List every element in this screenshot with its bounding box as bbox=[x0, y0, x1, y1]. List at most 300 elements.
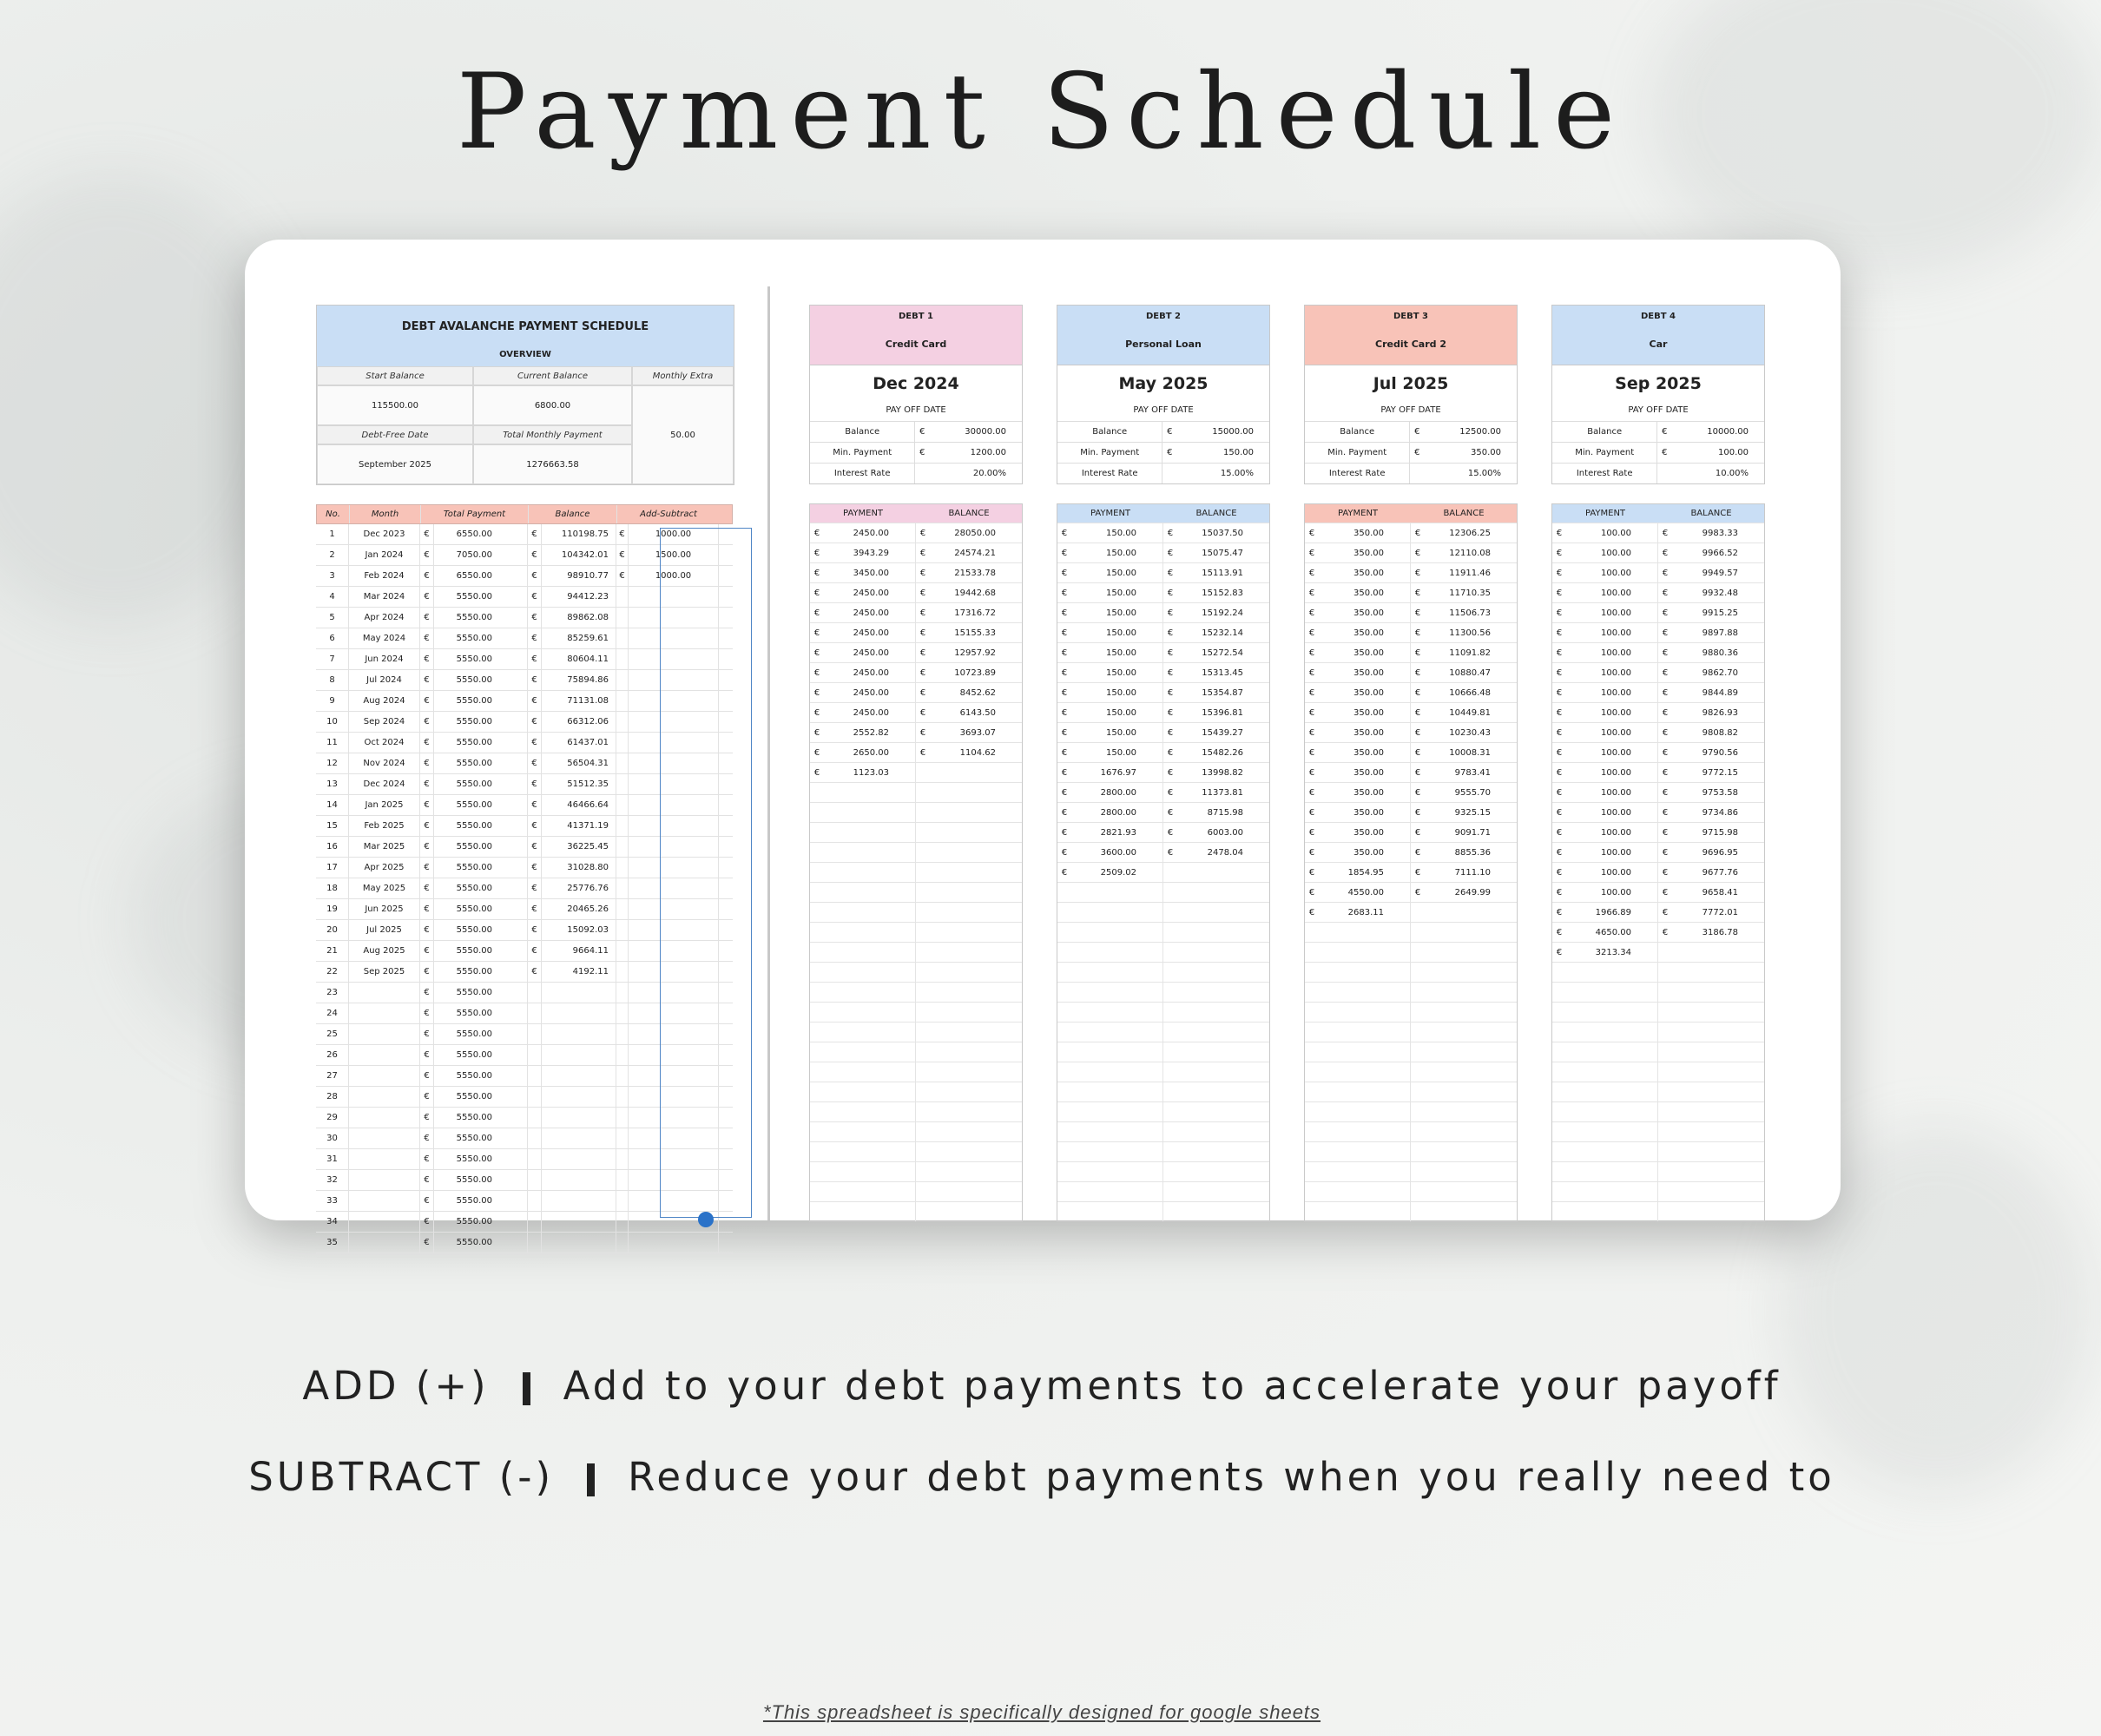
month-cell[interactable] bbox=[349, 1024, 420, 1044]
balance-cell[interactable]: 75894.86 bbox=[542, 670, 616, 690]
payment-cell[interactable] bbox=[1552, 563, 1658, 582]
month-cell[interactable]: May 2025 bbox=[349, 878, 420, 898]
payment-cell[interactable] bbox=[1305, 583, 1411, 602]
balance-cell[interactable] bbox=[1163, 963, 1269, 982]
balance-cell[interactable] bbox=[916, 583, 1022, 602]
balance-cell[interactable] bbox=[1411, 903, 1517, 922]
payment-cell[interactable] bbox=[1305, 923, 1411, 942]
payment-cell[interactable] bbox=[1057, 843, 1163, 862]
debt-name[interactable]: Personal Loan bbox=[1125, 339, 1202, 350]
balance-cell[interactable] bbox=[1163, 1182, 1269, 1201]
balance-value[interactable]: 12500.00 bbox=[1459, 427, 1501, 437]
payment-cell[interactable] bbox=[1057, 983, 1163, 1002]
payment-cell[interactable] bbox=[1057, 743, 1163, 762]
add-subtract-input[interactable] bbox=[629, 920, 719, 940]
balance-cell[interactable] bbox=[1163, 1042, 1269, 1062]
month-cell[interactable] bbox=[349, 1233, 420, 1253]
month-cell[interactable]: Jan 2024 bbox=[349, 545, 420, 565]
balance-cell[interactable] bbox=[916, 1062, 1022, 1082]
payment-cell[interactable] bbox=[810, 603, 916, 622]
add-subtract-input[interactable] bbox=[629, 878, 719, 898]
payment-cell[interactable] bbox=[1552, 603, 1658, 622]
add-subtract-input[interactable] bbox=[629, 774, 719, 794]
month-cell[interactable] bbox=[349, 1149, 420, 1169]
payment-cell[interactable] bbox=[1552, 1182, 1658, 1201]
balance-cell[interactable] bbox=[916, 923, 1022, 942]
balance-cell[interactable] bbox=[916, 943, 1022, 962]
balance-cell[interactable] bbox=[916, 1042, 1022, 1062]
balance-cell[interactable] bbox=[1658, 823, 1764, 842]
payment-cell[interactable] bbox=[1552, 1003, 1658, 1022]
month-cell[interactable] bbox=[349, 983, 420, 1003]
payment-cell[interactable] bbox=[810, 563, 916, 582]
payment-cell[interactable] bbox=[1552, 863, 1658, 882]
balance-cell[interactable] bbox=[542, 1003, 616, 1023]
balance-cell[interactable]: 31028.80 bbox=[542, 858, 616, 878]
balance-cell[interactable]: 61437.01 bbox=[542, 733, 616, 753]
balance-cell[interactable] bbox=[1658, 1042, 1764, 1062]
payment-cell[interactable] bbox=[1305, 623, 1411, 642]
total-monthly-payment-value[interactable]: 1276663.58 bbox=[473, 444, 632, 484]
payment-cell[interactable] bbox=[1305, 1023, 1411, 1042]
balance-cell[interactable]: 36225.45 bbox=[542, 837, 616, 857]
balance-cell[interactable] bbox=[916, 543, 1022, 562]
interest-rate-value[interactable]: 15.00% bbox=[1467, 469, 1501, 478]
balance-cell[interactable] bbox=[916, 823, 1022, 842]
add-subtract-input[interactable]: 1000.00 bbox=[629, 566, 719, 586]
balance-cell[interactable] bbox=[916, 763, 1022, 782]
month-cell[interactable]: Sep 2025 bbox=[349, 962, 420, 982]
balance-cell[interactable] bbox=[916, 523, 1022, 542]
payment-cell[interactable] bbox=[810, 1082, 916, 1101]
payment-cell[interactable] bbox=[1057, 1182, 1163, 1201]
balance-cell[interactable] bbox=[916, 1003, 1022, 1022]
balance-cell[interactable]: 9664.11 bbox=[542, 941, 616, 961]
add-subtract-input[interactable] bbox=[629, 649, 719, 669]
payment-cell[interactable] bbox=[1552, 1202, 1658, 1221]
payment-cell[interactable] bbox=[810, 823, 916, 842]
balance-cell[interactable] bbox=[1411, 723, 1517, 742]
balance-cell[interactable] bbox=[1658, 563, 1764, 582]
balance-cell[interactable] bbox=[1163, 703, 1269, 722]
balance-cell[interactable] bbox=[1658, 783, 1764, 802]
payment-cell[interactable] bbox=[1552, 983, 1658, 1002]
balance-cell[interactable] bbox=[1658, 963, 1764, 982]
balance-cell[interactable] bbox=[1163, 1122, 1269, 1141]
total-payment-cell[interactable]: 5550.00 bbox=[434, 983, 528, 1003]
total-payment-cell[interactable]: 5550.00 bbox=[434, 899, 528, 919]
payment-cell[interactable] bbox=[1057, 603, 1163, 622]
balance-cell[interactable] bbox=[1163, 1162, 1269, 1181]
balance-cell[interactable] bbox=[1163, 1142, 1269, 1161]
payment-cell[interactable] bbox=[1305, 1142, 1411, 1161]
add-subtract-input[interactable] bbox=[629, 1233, 719, 1253]
payment-cell[interactable] bbox=[1057, 583, 1163, 602]
balance-cell[interactable] bbox=[916, 703, 1022, 722]
add-subtract-input[interactable] bbox=[629, 691, 719, 711]
payment-cell[interactable] bbox=[1552, 803, 1658, 822]
payment-cell[interactable] bbox=[1552, 823, 1658, 842]
payment-cell[interactable] bbox=[1552, 923, 1658, 942]
payment-cell[interactable] bbox=[1057, 723, 1163, 742]
balance-cell[interactable] bbox=[1163, 683, 1269, 702]
payment-cell[interactable] bbox=[1057, 1122, 1163, 1141]
balance-cell[interactable] bbox=[1411, 763, 1517, 782]
month-cell[interactable]: Jan 2025 bbox=[349, 795, 420, 815]
total-payment-cell[interactable]: 6550.00 bbox=[434, 524, 528, 544]
balance-cell[interactable] bbox=[916, 1023, 1022, 1042]
payment-cell[interactable] bbox=[810, 903, 916, 922]
balance-cell[interactable] bbox=[1658, 1003, 1764, 1022]
month-cell[interactable]: Oct 2024 bbox=[349, 733, 420, 753]
balance-cell[interactable] bbox=[916, 663, 1022, 682]
balance-cell[interactable] bbox=[1658, 903, 1764, 922]
payment-cell[interactable] bbox=[1305, 603, 1411, 622]
balance-cell[interactable] bbox=[916, 963, 1022, 982]
balance-cell[interactable] bbox=[1163, 523, 1269, 542]
payment-cell[interactable] bbox=[1552, 1142, 1658, 1161]
balance-cell[interactable] bbox=[1411, 923, 1517, 942]
balance-cell[interactable] bbox=[542, 1108, 616, 1128]
payment-cell[interactable] bbox=[1552, 643, 1658, 662]
balance-cell[interactable] bbox=[542, 1128, 616, 1148]
total-payment-cell[interactable]: 5550.00 bbox=[434, 795, 528, 815]
month-cell[interactable]: Dec 2024 bbox=[349, 774, 420, 794]
payment-cell[interactable] bbox=[1057, 1142, 1163, 1161]
total-payment-cell[interactable]: 5550.00 bbox=[434, 1191, 528, 1211]
balance-cell[interactable] bbox=[1411, 623, 1517, 642]
balance-cell[interactable]: 46466.64 bbox=[542, 795, 616, 815]
balance-cell[interactable] bbox=[1658, 743, 1764, 762]
payment-cell[interactable] bbox=[1057, 703, 1163, 722]
payment-cell[interactable] bbox=[810, 1122, 916, 1141]
payment-cell[interactable] bbox=[810, 1023, 916, 1042]
payment-cell[interactable] bbox=[810, 843, 916, 862]
balance-cell[interactable]: 66312.06 bbox=[542, 712, 616, 732]
balance-cell[interactable] bbox=[1163, 763, 1269, 782]
balance-cell[interactable] bbox=[1658, 843, 1764, 862]
balance-cell[interactable] bbox=[542, 983, 616, 1003]
payment-cell[interactable] bbox=[810, 1003, 916, 1022]
payment-cell[interactable] bbox=[810, 883, 916, 902]
payment-cell[interactable] bbox=[1305, 743, 1411, 762]
payment-cell[interactable] bbox=[1305, 543, 1411, 562]
add-subtract-input[interactable] bbox=[629, 816, 719, 836]
payment-cell[interactable] bbox=[1057, 903, 1163, 922]
balance-cell[interactable] bbox=[916, 883, 1022, 902]
payment-cell[interactable] bbox=[1305, 863, 1411, 882]
payment-cell[interactable] bbox=[810, 863, 916, 882]
payment-cell[interactable] bbox=[1057, 643, 1163, 662]
payment-cell[interactable] bbox=[1552, 1102, 1658, 1121]
balance-cell[interactable] bbox=[916, 783, 1022, 802]
balance-cell[interactable] bbox=[1658, 643, 1764, 662]
month-cell[interactable] bbox=[349, 1170, 420, 1190]
add-subtract-input[interactable] bbox=[629, 1191, 719, 1211]
month-cell[interactable]: Jun 2024 bbox=[349, 649, 420, 669]
month-cell[interactable]: Apr 2024 bbox=[349, 608, 420, 628]
total-payment-cell[interactable]: 5550.00 bbox=[434, 878, 528, 898]
balance-cell[interactable] bbox=[1163, 783, 1269, 802]
balance-cell[interactable] bbox=[1411, 1102, 1517, 1121]
total-payment-cell[interactable]: 5550.00 bbox=[434, 1128, 528, 1148]
total-payment-cell[interactable]: 5550.00 bbox=[434, 962, 528, 982]
payment-cell[interactable] bbox=[1057, 1003, 1163, 1022]
add-subtract-input[interactable] bbox=[629, 962, 719, 982]
month-cell[interactable]: Mar 2024 bbox=[349, 587, 420, 607]
total-payment-cell[interactable]: 7050.00 bbox=[434, 545, 528, 565]
balance-cell[interactable] bbox=[1658, 683, 1764, 702]
balance-cell[interactable] bbox=[1411, 963, 1517, 982]
payment-cell[interactable] bbox=[1305, 763, 1411, 782]
payment-cell[interactable] bbox=[810, 583, 916, 602]
balance-cell[interactable]: 4192.11 bbox=[542, 962, 616, 982]
payment-cell[interactable] bbox=[1305, 523, 1411, 542]
balance-cell[interactable] bbox=[1163, 603, 1269, 622]
add-subtract-input[interactable] bbox=[629, 837, 719, 857]
balance-cell[interactable] bbox=[916, 903, 1022, 922]
balance-cell[interactable] bbox=[1411, 1162, 1517, 1181]
balance-cell[interactable] bbox=[1163, 543, 1269, 562]
current-balance-value[interactable]: 6800.00 bbox=[473, 385, 632, 425]
payment-cell[interactable] bbox=[1305, 943, 1411, 962]
payment-cell[interactable] bbox=[1305, 1162, 1411, 1181]
balance-cell[interactable]: 80604.11 bbox=[542, 649, 616, 669]
balance-cell[interactable] bbox=[916, 863, 1022, 882]
month-cell[interactable]: Jul 2025 bbox=[349, 920, 420, 940]
add-subtract-input[interactable] bbox=[629, 941, 719, 961]
payment-cell[interactable] bbox=[1057, 803, 1163, 822]
payment-cell[interactable] bbox=[1057, 783, 1163, 802]
add-subtract-input[interactable] bbox=[629, 733, 719, 753]
balance-cell[interactable] bbox=[1411, 883, 1517, 902]
add-subtract-input[interactable]: 1500.00 bbox=[629, 545, 719, 565]
balance-cell[interactable] bbox=[1411, 843, 1517, 862]
add-subtract-input[interactable] bbox=[629, 899, 719, 919]
payment-cell[interactable] bbox=[810, 1102, 916, 1121]
payment-cell[interactable] bbox=[810, 523, 916, 542]
balance-cell[interactable] bbox=[542, 1024, 616, 1044]
total-payment-cell[interactable]: 5550.00 bbox=[434, 1212, 528, 1232]
month-cell[interactable]: Aug 2025 bbox=[349, 941, 420, 961]
balance-cell[interactable] bbox=[1411, 1023, 1517, 1042]
total-payment-cell[interactable]: 5550.00 bbox=[434, 774, 528, 794]
add-subtract-input[interactable] bbox=[629, 983, 719, 1003]
balance-cell[interactable] bbox=[1411, 1122, 1517, 1141]
add-subtract-input[interactable] bbox=[629, 1149, 719, 1169]
total-payment-cell[interactable]: 5550.00 bbox=[434, 628, 528, 648]
payment-cell[interactable] bbox=[1057, 763, 1163, 782]
add-subtract-input[interactable] bbox=[629, 795, 719, 815]
payment-cell[interactable] bbox=[1057, 523, 1163, 542]
debt-name[interactable]: Credit Card 2 bbox=[1375, 339, 1446, 350]
balance-cell[interactable] bbox=[1658, 723, 1764, 742]
month-cell[interactable] bbox=[349, 1128, 420, 1148]
balance-cell[interactable] bbox=[916, 983, 1022, 1002]
total-payment-cell[interactable]: 5550.00 bbox=[434, 1170, 528, 1190]
payment-cell[interactable] bbox=[1305, 1182, 1411, 1201]
start-balance-value[interactable]: 115500.00 bbox=[317, 385, 473, 425]
balance-cell[interactable]: 20465.26 bbox=[542, 899, 616, 919]
balance-cell[interactable] bbox=[542, 1087, 616, 1107]
total-payment-cell[interactable]: 5550.00 bbox=[434, 587, 528, 607]
balance-cell[interactable] bbox=[1411, 783, 1517, 802]
month-cell[interactable]: Mar 2025 bbox=[349, 837, 420, 857]
balance-cell[interactable] bbox=[1658, 1142, 1764, 1161]
payment-cell[interactable] bbox=[1305, 803, 1411, 822]
payment-cell[interactable] bbox=[810, 783, 916, 802]
payment-cell[interactable] bbox=[1057, 1162, 1163, 1181]
payment-cell[interactable] bbox=[810, 1182, 916, 1201]
balance-cell[interactable] bbox=[1411, 543, 1517, 562]
payment-cell[interactable] bbox=[1305, 703, 1411, 722]
payment-cell[interactable] bbox=[1552, 783, 1658, 802]
total-payment-cell[interactable]: 5550.00 bbox=[434, 1003, 528, 1023]
balance-cell[interactable] bbox=[1658, 883, 1764, 902]
month-cell[interactable]: Aug 2024 bbox=[349, 691, 420, 711]
min-payment-value[interactable]: 100.00 bbox=[1718, 448, 1749, 457]
payment-cell[interactable] bbox=[1057, 1202, 1163, 1221]
balance-cell[interactable] bbox=[1411, 1182, 1517, 1201]
payment-cell[interactable] bbox=[1057, 963, 1163, 982]
balance-value[interactable]: 30000.00 bbox=[965, 427, 1006, 437]
payment-cell[interactable] bbox=[1305, 643, 1411, 662]
balance-cell[interactable] bbox=[1658, 983, 1764, 1002]
total-payment-cell[interactable]: 5550.00 bbox=[434, 670, 528, 690]
balance-cell[interactable] bbox=[1163, 1062, 1269, 1082]
add-subtract-input[interactable] bbox=[629, 587, 719, 607]
balance-cell[interactable] bbox=[1411, 1042, 1517, 1062]
balance-cell[interactable] bbox=[1658, 543, 1764, 562]
payment-cell[interactable] bbox=[1552, 943, 1658, 962]
balance-cell[interactable] bbox=[1411, 663, 1517, 682]
payment-cell[interactable] bbox=[1305, 963, 1411, 982]
balance-cell[interactable] bbox=[1411, 1003, 1517, 1022]
balance-cell[interactable]: 51512.35 bbox=[542, 774, 616, 794]
add-subtract-input[interactable] bbox=[629, 858, 719, 878]
payment-cell[interactable] bbox=[1305, 663, 1411, 682]
payment-cell[interactable] bbox=[1057, 823, 1163, 842]
balance-cell[interactable] bbox=[1658, 703, 1764, 722]
balance-cell[interactable]: 71131.08 bbox=[542, 691, 616, 711]
balance-cell[interactable] bbox=[542, 1045, 616, 1065]
payment-cell[interactable] bbox=[810, 1042, 916, 1062]
balance-cell[interactable] bbox=[1658, 923, 1764, 942]
add-subtract-input[interactable] bbox=[629, 712, 719, 732]
balance-cell[interactable] bbox=[1658, 1023, 1764, 1042]
balance-cell[interactable] bbox=[1163, 643, 1269, 662]
balance-cell[interactable] bbox=[1658, 1062, 1764, 1082]
balance-cell[interactable] bbox=[916, 603, 1022, 622]
balance-cell[interactable] bbox=[1163, 843, 1269, 862]
payment-cell[interactable] bbox=[1305, 1003, 1411, 1022]
payment-cell[interactable] bbox=[1305, 1082, 1411, 1101]
payment-cell[interactable] bbox=[1552, 1162, 1658, 1181]
month-cell[interactable] bbox=[349, 1191, 420, 1211]
balance-cell[interactable] bbox=[916, 1202, 1022, 1221]
min-payment-value[interactable]: 350.00 bbox=[1471, 448, 1501, 457]
payment-cell[interactable] bbox=[1552, 623, 1658, 642]
month-cell[interactable]: Jun 2025 bbox=[349, 899, 420, 919]
payment-cell[interactable] bbox=[1057, 1102, 1163, 1121]
payment-cell[interactable] bbox=[1057, 623, 1163, 642]
balance-cell[interactable]: 41371.19 bbox=[542, 816, 616, 836]
balance-cell[interactable] bbox=[1163, 1102, 1269, 1121]
payment-cell[interactable] bbox=[1057, 1042, 1163, 1062]
balance-cell[interactable] bbox=[1658, 1082, 1764, 1101]
payment-cell[interactable] bbox=[810, 723, 916, 742]
balance-cell[interactable] bbox=[1411, 1202, 1517, 1221]
balance-cell[interactable] bbox=[1658, 583, 1764, 602]
total-payment-cell[interactable]: 5550.00 bbox=[434, 837, 528, 857]
balance-cell[interactable] bbox=[916, 843, 1022, 862]
add-subtract-input[interactable] bbox=[629, 628, 719, 648]
debt-name[interactable]: Car bbox=[1649, 339, 1668, 350]
balance-cell[interactable] bbox=[1411, 583, 1517, 602]
total-payment-cell[interactable]: 5550.00 bbox=[434, 608, 528, 628]
add-subtract-input[interactable] bbox=[629, 1087, 719, 1107]
total-payment-cell[interactable]: 5550.00 bbox=[434, 1045, 528, 1065]
month-cell[interactable] bbox=[349, 1212, 420, 1232]
payment-cell[interactable] bbox=[1057, 1062, 1163, 1082]
add-subtract-input[interactable] bbox=[629, 1108, 719, 1128]
balance-cell[interactable] bbox=[1411, 743, 1517, 762]
balance-cell[interactable] bbox=[1163, 1082, 1269, 1101]
payment-cell[interactable] bbox=[1057, 1023, 1163, 1042]
balance-cell[interactable] bbox=[916, 623, 1022, 642]
payment-cell[interactable] bbox=[1305, 563, 1411, 582]
payment-cell[interactable] bbox=[1057, 943, 1163, 962]
balance-cell[interactable] bbox=[1163, 623, 1269, 642]
balance-cell[interactable] bbox=[916, 803, 1022, 822]
balance-cell[interactable]: 25776.76 bbox=[542, 878, 616, 898]
add-subtract-input[interactable] bbox=[629, 1003, 719, 1023]
payment-cell[interactable] bbox=[1305, 823, 1411, 842]
payment-cell[interactable] bbox=[1552, 543, 1658, 562]
month-cell[interactable] bbox=[349, 1108, 420, 1128]
payment-cell[interactable] bbox=[810, 923, 916, 942]
payment-cell[interactable] bbox=[1305, 1062, 1411, 1082]
balance-cell[interactable] bbox=[1163, 943, 1269, 962]
payment-cell[interactable] bbox=[1057, 923, 1163, 942]
payment-cell[interactable] bbox=[1305, 723, 1411, 742]
balance-cell[interactable] bbox=[1163, 1202, 1269, 1221]
balance-cell[interactable] bbox=[916, 1142, 1022, 1161]
balance-cell[interactable] bbox=[1411, 1062, 1517, 1082]
month-cell[interactable]: Apr 2025 bbox=[349, 858, 420, 878]
balance-cell[interactable] bbox=[1163, 983, 1269, 1002]
payment-cell[interactable] bbox=[1057, 883, 1163, 902]
total-payment-cell[interactable]: 5550.00 bbox=[434, 649, 528, 669]
payment-cell[interactable] bbox=[810, 543, 916, 562]
payment-cell[interactable] bbox=[810, 643, 916, 662]
balance-cell[interactable] bbox=[1658, 623, 1764, 642]
balance-cell[interactable] bbox=[1163, 1023, 1269, 1042]
total-payment-cell[interactable]: 5550.00 bbox=[434, 920, 528, 940]
payment-cell[interactable] bbox=[810, 743, 916, 762]
payment-cell[interactable] bbox=[1552, 843, 1658, 862]
payment-cell[interactable] bbox=[810, 943, 916, 962]
payment-cell[interactable] bbox=[1552, 1062, 1658, 1082]
payment-cell[interactable] bbox=[1552, 763, 1658, 782]
month-cell[interactable]: Dec 2023 bbox=[349, 524, 420, 544]
balance-cell[interactable] bbox=[1411, 943, 1517, 962]
total-payment-cell[interactable]: 5550.00 bbox=[434, 1233, 528, 1253]
balance-cell[interactable] bbox=[1658, 1162, 1764, 1181]
total-payment-cell[interactable]: 5550.00 bbox=[434, 1149, 528, 1169]
debt-name[interactable]: Credit Card bbox=[885, 339, 947, 350]
payment-cell[interactable] bbox=[1552, 683, 1658, 702]
